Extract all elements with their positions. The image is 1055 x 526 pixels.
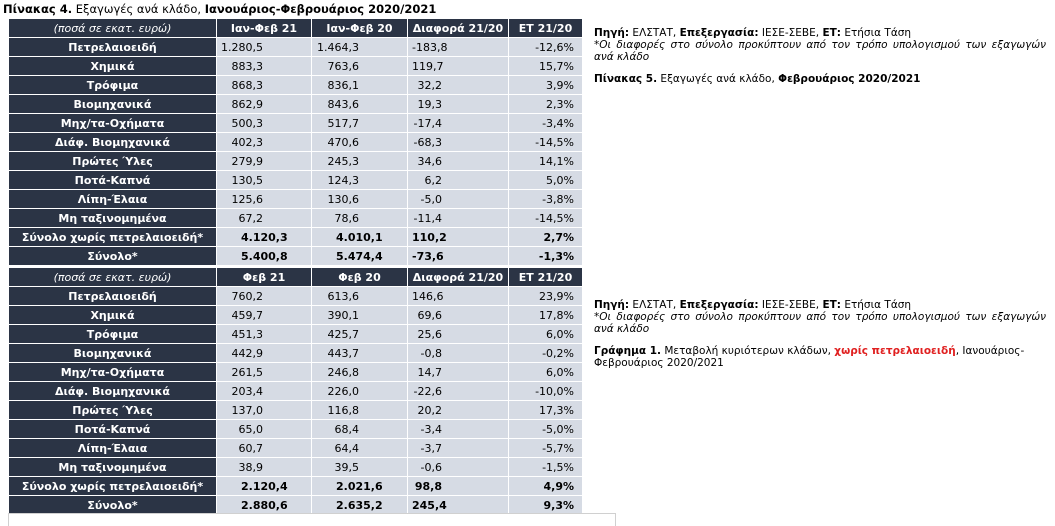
cell-value: 60,7	[217, 439, 312, 458]
table-row	[9, 38, 583, 57]
row-label: Λίπη-Έλαια	[9, 439, 217, 458]
table-row	[9, 57, 583, 76]
cell-value: -68,3	[408, 133, 509, 152]
column-header: Διαφορά 21/20	[408, 268, 509, 287]
et-label: ΕΤ:	[822, 27, 841, 39]
units-header: (ποσά σε εκατ. ευρώ)	[9, 268, 217, 287]
row-label: Μηχ/τα-Οχήματα	[9, 114, 217, 133]
cell-value: 25,6	[408, 325, 509, 344]
footnote-text: *Οι διαφορές στο σύνολο προκύπτουν από τον τρόπο υπολογισμού των εξαγωγών ανά κλάδο	[594, 39, 1046, 63]
processing-text: ΙΕΣΕ-ΣΕΒΕ,	[758, 27, 823, 39]
cell-value: 470,6	[312, 133, 408, 152]
table-row	[9, 152, 583, 171]
cell-value: 6,0%	[509, 363, 583, 382]
row-label: Διάφ. Βιομηχανικά	[9, 133, 217, 152]
cell-value: 763,6	[312, 57, 408, 76]
table4-caption-prefix: Πίνακας 4.	[3, 2, 73, 16]
table-row	[9, 382, 583, 401]
cell-value: 843,6	[312, 95, 408, 114]
table-row	[9, 325, 583, 344]
processing-label: Επεξεργασία:	[679, 27, 759, 39]
units-header: (ποσά σε εκατ. ευρώ)	[9, 19, 217, 38]
cell-value: -17,4	[408, 114, 509, 133]
column-header: ΕΤ 21/20	[509, 19, 583, 38]
cell-value: 613,6	[312, 287, 408, 306]
cell-value: 17,8%	[509, 306, 583, 325]
cell-value: 2.880,6	[217, 496, 312, 515]
row-label: Σύνολο*	[9, 247, 217, 266]
table-row	[9, 114, 583, 133]
source-line	[594, 299, 1046, 311]
row-label: Μηχ/τα-Οχήματα	[9, 363, 217, 382]
cell-value: 3,9%	[509, 76, 583, 95]
chart1-caption-highlight: χωρίς πετρελαιοειδή	[834, 345, 956, 357]
cell-value: 261,5	[217, 363, 312, 382]
cell-value: -1,5%	[509, 458, 583, 477]
cell-value: 119,7	[408, 57, 509, 76]
cell-value: 124,3	[312, 171, 408, 190]
row-label: Μη ταξινομημένα	[9, 209, 217, 228]
cell-value: 425,7	[312, 325, 408, 344]
cell-value: 116,8	[312, 401, 408, 420]
cell-value: 226,0	[312, 382, 408, 401]
cell-value: 34,6	[408, 152, 509, 171]
cell-value: -0,2%	[509, 344, 583, 363]
cell-value: 4.010,1	[312, 228, 408, 247]
cell-value: 862,9	[217, 95, 312, 114]
cell-value: 443,7	[312, 344, 408, 363]
table4-caption-period: Ιανουάριος-Φεβρουάριος 2020/2021	[204, 2, 437, 16]
cell-value: 130,5	[217, 171, 312, 190]
cell-value: -5,0	[408, 190, 509, 209]
cell-value: 78,6	[312, 209, 408, 228]
cell-value: 146,6	[408, 287, 509, 306]
cell-value: -14,5%	[509, 133, 583, 152]
row-label: Μη ταξινομημένα	[9, 458, 217, 477]
row-label: Πετρελαιοειδή	[9, 287, 217, 306]
cell-value: 5.474,4	[312, 247, 408, 266]
cell-value: 23,9%	[509, 287, 583, 306]
table-row	[9, 439, 583, 458]
cell-value: 5.400,8	[217, 247, 312, 266]
row-label: Ποτά-Καπνά	[9, 171, 217, 190]
cell-value: 459,7	[217, 306, 312, 325]
cell-value: 442,9	[217, 344, 312, 363]
header-row	[9, 19, 583, 38]
row-label: Βιομηχανικά	[9, 344, 217, 363]
table5-notes	[594, 299, 1046, 369]
table-row	[9, 401, 583, 420]
et-label: ΕΤ:	[822, 299, 841, 311]
cell-value: 246,8	[312, 363, 408, 382]
column-header: Διαφορά 21/20	[408, 19, 509, 38]
table-row	[9, 76, 583, 95]
cell-value: 1.280,5	[217, 38, 312, 57]
cell-value: 517,7	[312, 114, 408, 133]
cell-value: 67,2	[217, 209, 312, 228]
row-label: Τρόφιμα	[9, 325, 217, 344]
source-text: ΕΛΣΤΑΤ,	[629, 27, 680, 39]
et-text: Ετήσια Τάση	[840, 27, 912, 39]
cell-value: 6,2	[408, 171, 509, 190]
cell-value: 390,1	[312, 306, 408, 325]
row-label: Σύνολο χωρίς πετρελαιοειδή*	[9, 477, 217, 496]
table-body	[9, 268, 583, 515]
cell-value: -0,8	[408, 344, 509, 363]
table-row	[9, 95, 583, 114]
cell-value: 2,7%	[509, 228, 583, 247]
cell-value: -183,8	[408, 38, 509, 57]
cell-value: -10,0%	[509, 382, 583, 401]
cell-value: -3,7	[408, 439, 509, 458]
chart1-caption-prefix: Γράφημα 1.	[594, 345, 661, 357]
row-label: Σύνολο χωρίς πετρελαιοειδή*	[9, 228, 217, 247]
chart1-caption-text: Μεταβολή κυριότερων κλάδων,	[661, 345, 835, 357]
cell-value: 4,9%	[509, 477, 583, 496]
chart1-caption	[594, 345, 1046, 369]
cell-value: 4.120,3	[217, 228, 312, 247]
cell-value: -73,6	[408, 247, 509, 266]
cell-value: 2,3%	[509, 95, 583, 114]
cell-value: 245,3	[312, 152, 408, 171]
cell-value: 1.464,3	[312, 38, 408, 57]
row-label: Ποτά-Καπνά	[9, 420, 217, 439]
table-row	[9, 496, 583, 515]
cell-value: 14,7	[408, 363, 509, 382]
processing-text: ΙΕΣΕ-ΣΕΒΕ,	[758, 299, 823, 311]
cell-value: 2.021,6	[312, 477, 408, 496]
row-label: Τρόφιμα	[9, 76, 217, 95]
table-row	[9, 209, 583, 228]
row-label: Σύνολο*	[9, 496, 217, 515]
cell-value: -12,6%	[509, 38, 583, 57]
cell-value: -5,0%	[509, 420, 583, 439]
cell-value: 883,3	[217, 57, 312, 76]
cell-value: 760,2	[217, 287, 312, 306]
table4-caption	[3, 1, 436, 17]
cell-value: -5,7%	[509, 439, 583, 458]
table-row	[9, 344, 583, 363]
table-row	[9, 247, 583, 266]
cell-value: 836,1	[312, 76, 408, 95]
table-row	[9, 363, 583, 382]
cell-value: 279,9	[217, 152, 312, 171]
header-row	[9, 268, 583, 287]
cell-value: -14,5%	[509, 209, 583, 228]
table4-caption-text: Εξαγωγές ανά κλάδο,	[72, 2, 205, 16]
cell-value: 32,2	[408, 76, 509, 95]
cell-value: 15,7%	[509, 57, 583, 76]
cell-value: -3,4	[408, 420, 509, 439]
cell-value: 98,8	[408, 477, 509, 496]
cell-value: 69,6	[408, 306, 509, 325]
table-row	[9, 477, 583, 496]
table5-caption-text: Εξαγωγές ανά κλάδο,	[657, 73, 779, 85]
cell-value: 38,9	[217, 458, 312, 477]
column-header: ΕΤ 21/20	[509, 268, 583, 287]
cell-value: 125,6	[217, 190, 312, 209]
cell-value: 2.635,2	[312, 496, 408, 515]
column-header: Ιαν-Φεβ 20	[312, 19, 408, 38]
row-label: Χημικά	[9, 57, 217, 76]
cell-value: -3,4%	[509, 114, 583, 133]
exports-table-feb	[8, 267, 583, 515]
cell-value: 500,3	[217, 114, 312, 133]
cell-value: -11,4	[408, 209, 509, 228]
column-header: Φεβ 20	[312, 268, 408, 287]
row-label: Χημικά	[9, 306, 217, 325]
cell-value: 19,3	[408, 95, 509, 114]
table-row	[9, 458, 583, 477]
cell-value: 20,2	[408, 401, 509, 420]
table-row	[9, 133, 583, 152]
row-label: Λίπη-Έλαια	[9, 190, 217, 209]
cell-value: 245,4	[408, 496, 509, 515]
cell-value: 2.120,4	[217, 477, 312, 496]
table5-caption	[594, 73, 1046, 85]
row-label: Διάφ. Βιομηχανικά	[9, 382, 217, 401]
cell-value: 68,4	[312, 420, 408, 439]
column-header: Ιαν-Φεβ 21	[217, 19, 312, 38]
table-row	[9, 228, 583, 247]
processing-label: Επεξεργασία:	[679, 299, 759, 311]
footnote-text: *Οι διαφορές στο σύνολο προκύπτουν από τον τρόπο υπολογισμού των εξαγωγών ανά κλάδο	[594, 311, 1046, 335]
cell-value: 402,3	[217, 133, 312, 152]
table-row	[9, 171, 583, 190]
cell-value: -3,8%	[509, 190, 583, 209]
source-label: Πηγή:	[594, 27, 630, 39]
column-header: Φεβ 21	[217, 268, 312, 287]
exports-table-jan-feb	[8, 18, 583, 266]
table-row	[9, 287, 583, 306]
cell-value: 39,5	[312, 458, 408, 477]
cell-value: 110,2	[408, 228, 509, 247]
source-line	[594, 27, 1046, 39]
source-text: ΕΛΣΤΑΤ,	[629, 299, 680, 311]
cell-value: -0,6	[408, 458, 509, 477]
table-row	[9, 306, 583, 325]
cell-value: 137,0	[217, 401, 312, 420]
table5-caption-period: Φεβρουάριος 2020/2021	[778, 73, 921, 85]
cell-value: 868,3	[217, 76, 312, 95]
cell-value: 64,4	[312, 439, 408, 458]
table-body	[9, 19, 583, 266]
cell-value: 203,4	[217, 382, 312, 401]
cell-value: 17,3%	[509, 401, 583, 420]
table-row	[9, 190, 583, 209]
et-text: Ετήσια Τάση	[840, 299, 912, 311]
cell-value: 5,0%	[509, 171, 583, 190]
cell-value: -22,6	[408, 382, 509, 401]
table4-notes	[594, 27, 1046, 85]
cell-value: 65,0	[217, 420, 312, 439]
cell-value: 451,3	[217, 325, 312, 344]
chart-frame	[8, 513, 616, 526]
cell-value: 14,1%	[509, 152, 583, 171]
table-row	[9, 420, 583, 439]
source-label: Πηγή:	[594, 299, 630, 311]
row-label: Πετρελαιοειδή	[9, 38, 217, 57]
cell-value: 6,0%	[509, 325, 583, 344]
cell-value: 9,3%	[509, 496, 583, 515]
row-label: Πρώτες Ύλες	[9, 401, 217, 420]
cell-value: 130,6	[312, 190, 408, 209]
cell-value: -1,3%	[509, 247, 583, 266]
row-label: Βιομηχανικά	[9, 95, 217, 114]
chart1-caption-tail: , Ιανουάριος-Φεβρουάριος 2020/2021	[594, 345, 1025, 369]
row-label: Πρώτες Ύλες	[9, 152, 217, 171]
table5-caption-prefix: Πίνακας 5.	[594, 73, 658, 85]
